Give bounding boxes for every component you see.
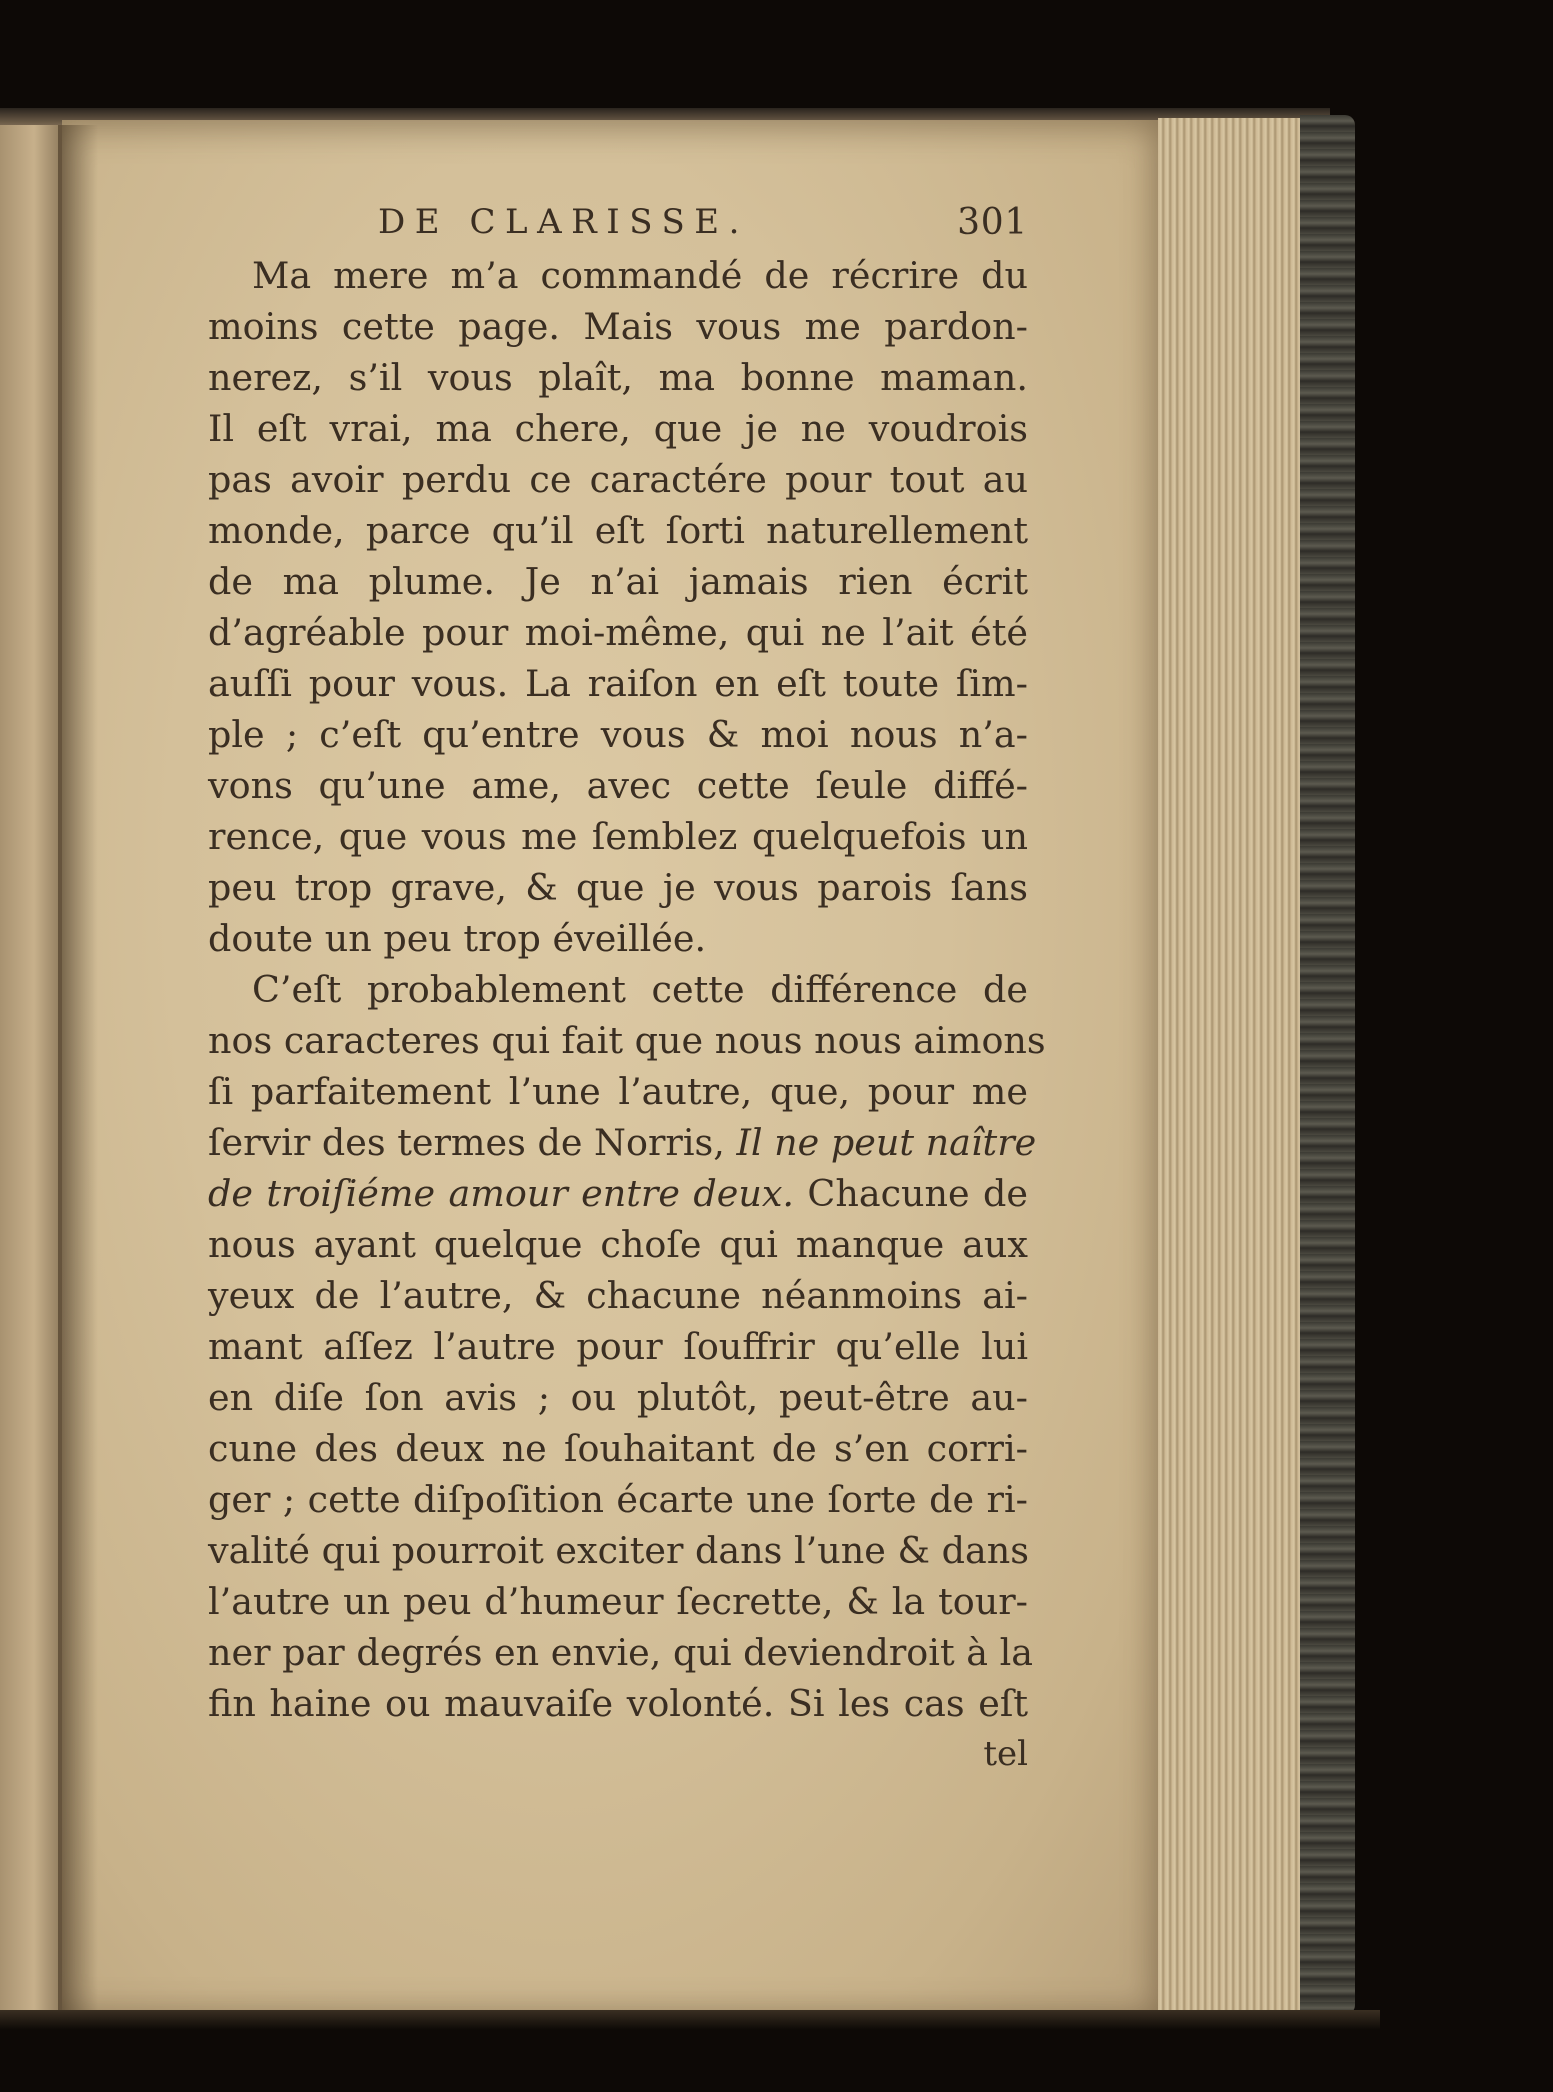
text-line: vons qu’une ame, avec cette ſeule diffé-	[208, 764, 1028, 807]
text-line: en diſe ſon avis ; ou plutôt, peut-être au-	[208, 1376, 1028, 1419]
text-segment: Chacune de	[807, 1172, 1029, 1215]
text-line: d’agréable pour moi-même, qui ne l’ait été	[208, 611, 1028, 654]
text-line: auſſi pour vous. La raiſon en eſt toute ſim-	[208, 662, 1028, 705]
page-text-block	[208, 190, 1046, 1780]
fore-edge-leaves	[1158, 118, 1310, 2013]
text-line: Il eſt vrai, ma chere, que je ne voudrois	[208, 407, 1028, 450]
text-line: Ma mere m’a commandé de récrire du	[252, 254, 1028, 297]
paragraph-2	[208, 964, 1046, 1729]
running-head	[208, 190, 1028, 250]
text-line: l’autre un peu d’humeur ſecrette, & la tour-	[208, 1580, 1028, 1623]
text-line-mixed	[208, 1168, 1028, 1219]
text-line-mixed	[208, 1117, 1037, 1168]
catchword: tel	[983, 1734, 1028, 1774]
text-line: doute un peu trop éveillée.	[208, 917, 707, 960]
text-line: peu trop grave, & que je vous parois ſans	[208, 866, 1028, 909]
gutter-shadow	[58, 125, 98, 2010]
text-line: nous ayant quelque choſe qui manque aux	[208, 1223, 1028, 1266]
text-line: ſi parfaitement l’une l’autre, que, pour me	[208, 1070, 1028, 1113]
text-line: valité qui pourroit exciter dans l’une & dans	[208, 1529, 1029, 1572]
bottom-shadow	[0, 2010, 1380, 2030]
italic-quote: de troiſiéme amour entre deux.	[208, 1172, 795, 1215]
text-line: ner par degrés en envie, qui deviendroit à la	[208, 1631, 1034, 1674]
text-line: nos caracteres qui fait que nous nous aimons	[208, 1019, 1046, 1062]
page-number: 301	[957, 202, 1028, 243]
verso-page-edge	[0, 125, 65, 2010]
text-line: nerez, s’il vous plaît, ma bonne maman.	[208, 356, 1028, 399]
text-line: mant aſſez l’autre pour ſouffrir qu’elle lui	[208, 1325, 1028, 1368]
text-line: monde, parce qu’il eſt ſorti naturellement	[208, 509, 1028, 552]
text-line: ger ; cette diſpoſition écarte une ſorte de ri-	[208, 1478, 1028, 1521]
text-line: moins cette page. Mais vous me pardon-	[208, 305, 1028, 348]
text-line: fin haine ou mauvaiſe volonté. Si les cas eſt	[208, 1682, 1028, 1725]
text-segment: ſervir des termes de Norris,	[208, 1121, 725, 1164]
text-line: yeux de l’autre, & chacune néanmoins ai-	[208, 1274, 1028, 1317]
running-title: DE CLARISSE.	[378, 202, 749, 242]
text-line: de ma plume. Je n’ai jamais rien écrit	[208, 560, 1028, 603]
text-line: C’eſt probablement cette différence de	[252, 968, 1028, 1011]
paragraph-1	[208, 250, 1028, 964]
italic-quote: Il ne peut naître	[736, 1121, 1037, 1164]
text-line: cune des deux ne ſouhaitant de s’en corri-	[208, 1427, 1028, 1470]
text-line: pas avoir perdu ce caractére pour tout au	[208, 458, 1028, 501]
leather-cover	[1300, 115, 1355, 2015]
text-line: rence, que vous me ſemblez quelquefois un	[208, 815, 1028, 858]
text-line: ple ; c’eſt qu’entre vous & moi nous n’a-	[208, 713, 1028, 756]
